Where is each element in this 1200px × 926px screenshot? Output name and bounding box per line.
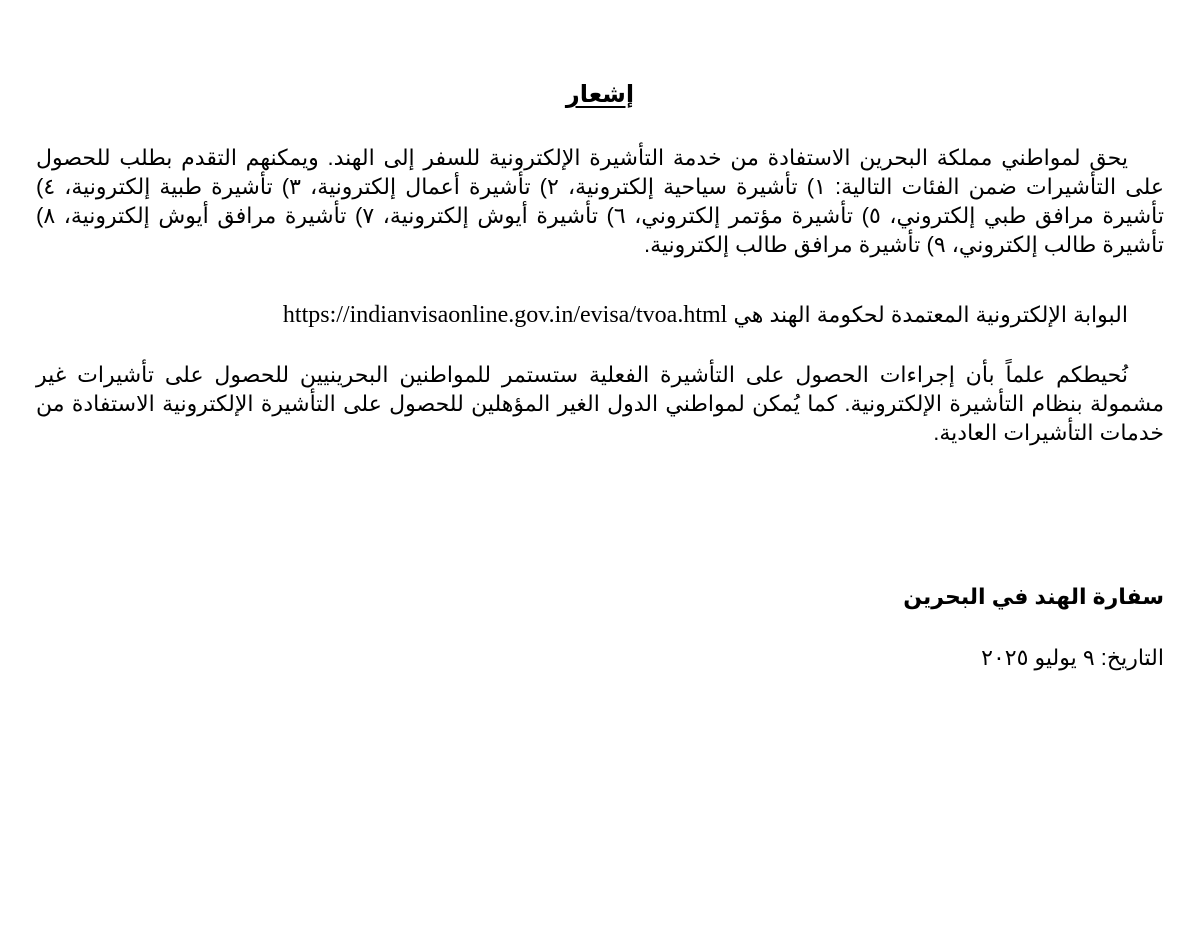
embassy-signature: سفارة الهند في البحرين — [903, 584, 1164, 609]
notice-document — [36, 0, 1164, 926]
eligibility-paragraph: يحق لمواطني مملكة البحرين الاستفادة من خدمة التأشيرة الإلكترونية للسفر إلى الهند. ويمكنهم التقدم بطلب للحصول على التأشيرات ضمن الفئات التالية: ١) تأشيرة سياحية إلكترونية، ٢) تأشيرة أعمال إلكترونية، ٣) تأشيرة طبية إلكترونية، ٤) تأشيرة مرافق طبي إلكتروني، ٥) تأشيرة مؤتمر إلكتروني، ٦) تأشيرة أيوش إلكترونية، ٧) تأشيرة مرافق أيوش إلكترونية، ٨) تأشيرة طالب إلكتروني، ٩) تأشيرة مرافق طالب إلكترونية. — [36, 145, 1164, 257]
regular-visa-paragraph: نُحيطكم علماً بأن إجراءات الحصول على التأشيرة الفعلية ستستمر للمواطنين البحرينيين للحصول على تأشيرات غير مشمولة بنظام التأشيرة الإلكترونية. كما يُمكن لمواطني الدول الغير المؤهلين للحصول على التأشيرة الإلكترونية الاستفادة من خدمات التأشيرات العادية. — [36, 362, 1164, 445]
portal-text: البوابة الإلكترونية المعتمدة لحكومة الهند هي — [733, 302, 1128, 327]
portal-url-link[interactable]: https://indianvisaonline.gov.in/evisa/tvoa.html — [282, 302, 728, 328]
notice-date: التاريخ: ٩ يوليو ٢٠٢٥ — [981, 645, 1164, 670]
portal-paragraph — [36, 300, 1164, 330]
notice-title: إشعار — [565, 81, 635, 108]
